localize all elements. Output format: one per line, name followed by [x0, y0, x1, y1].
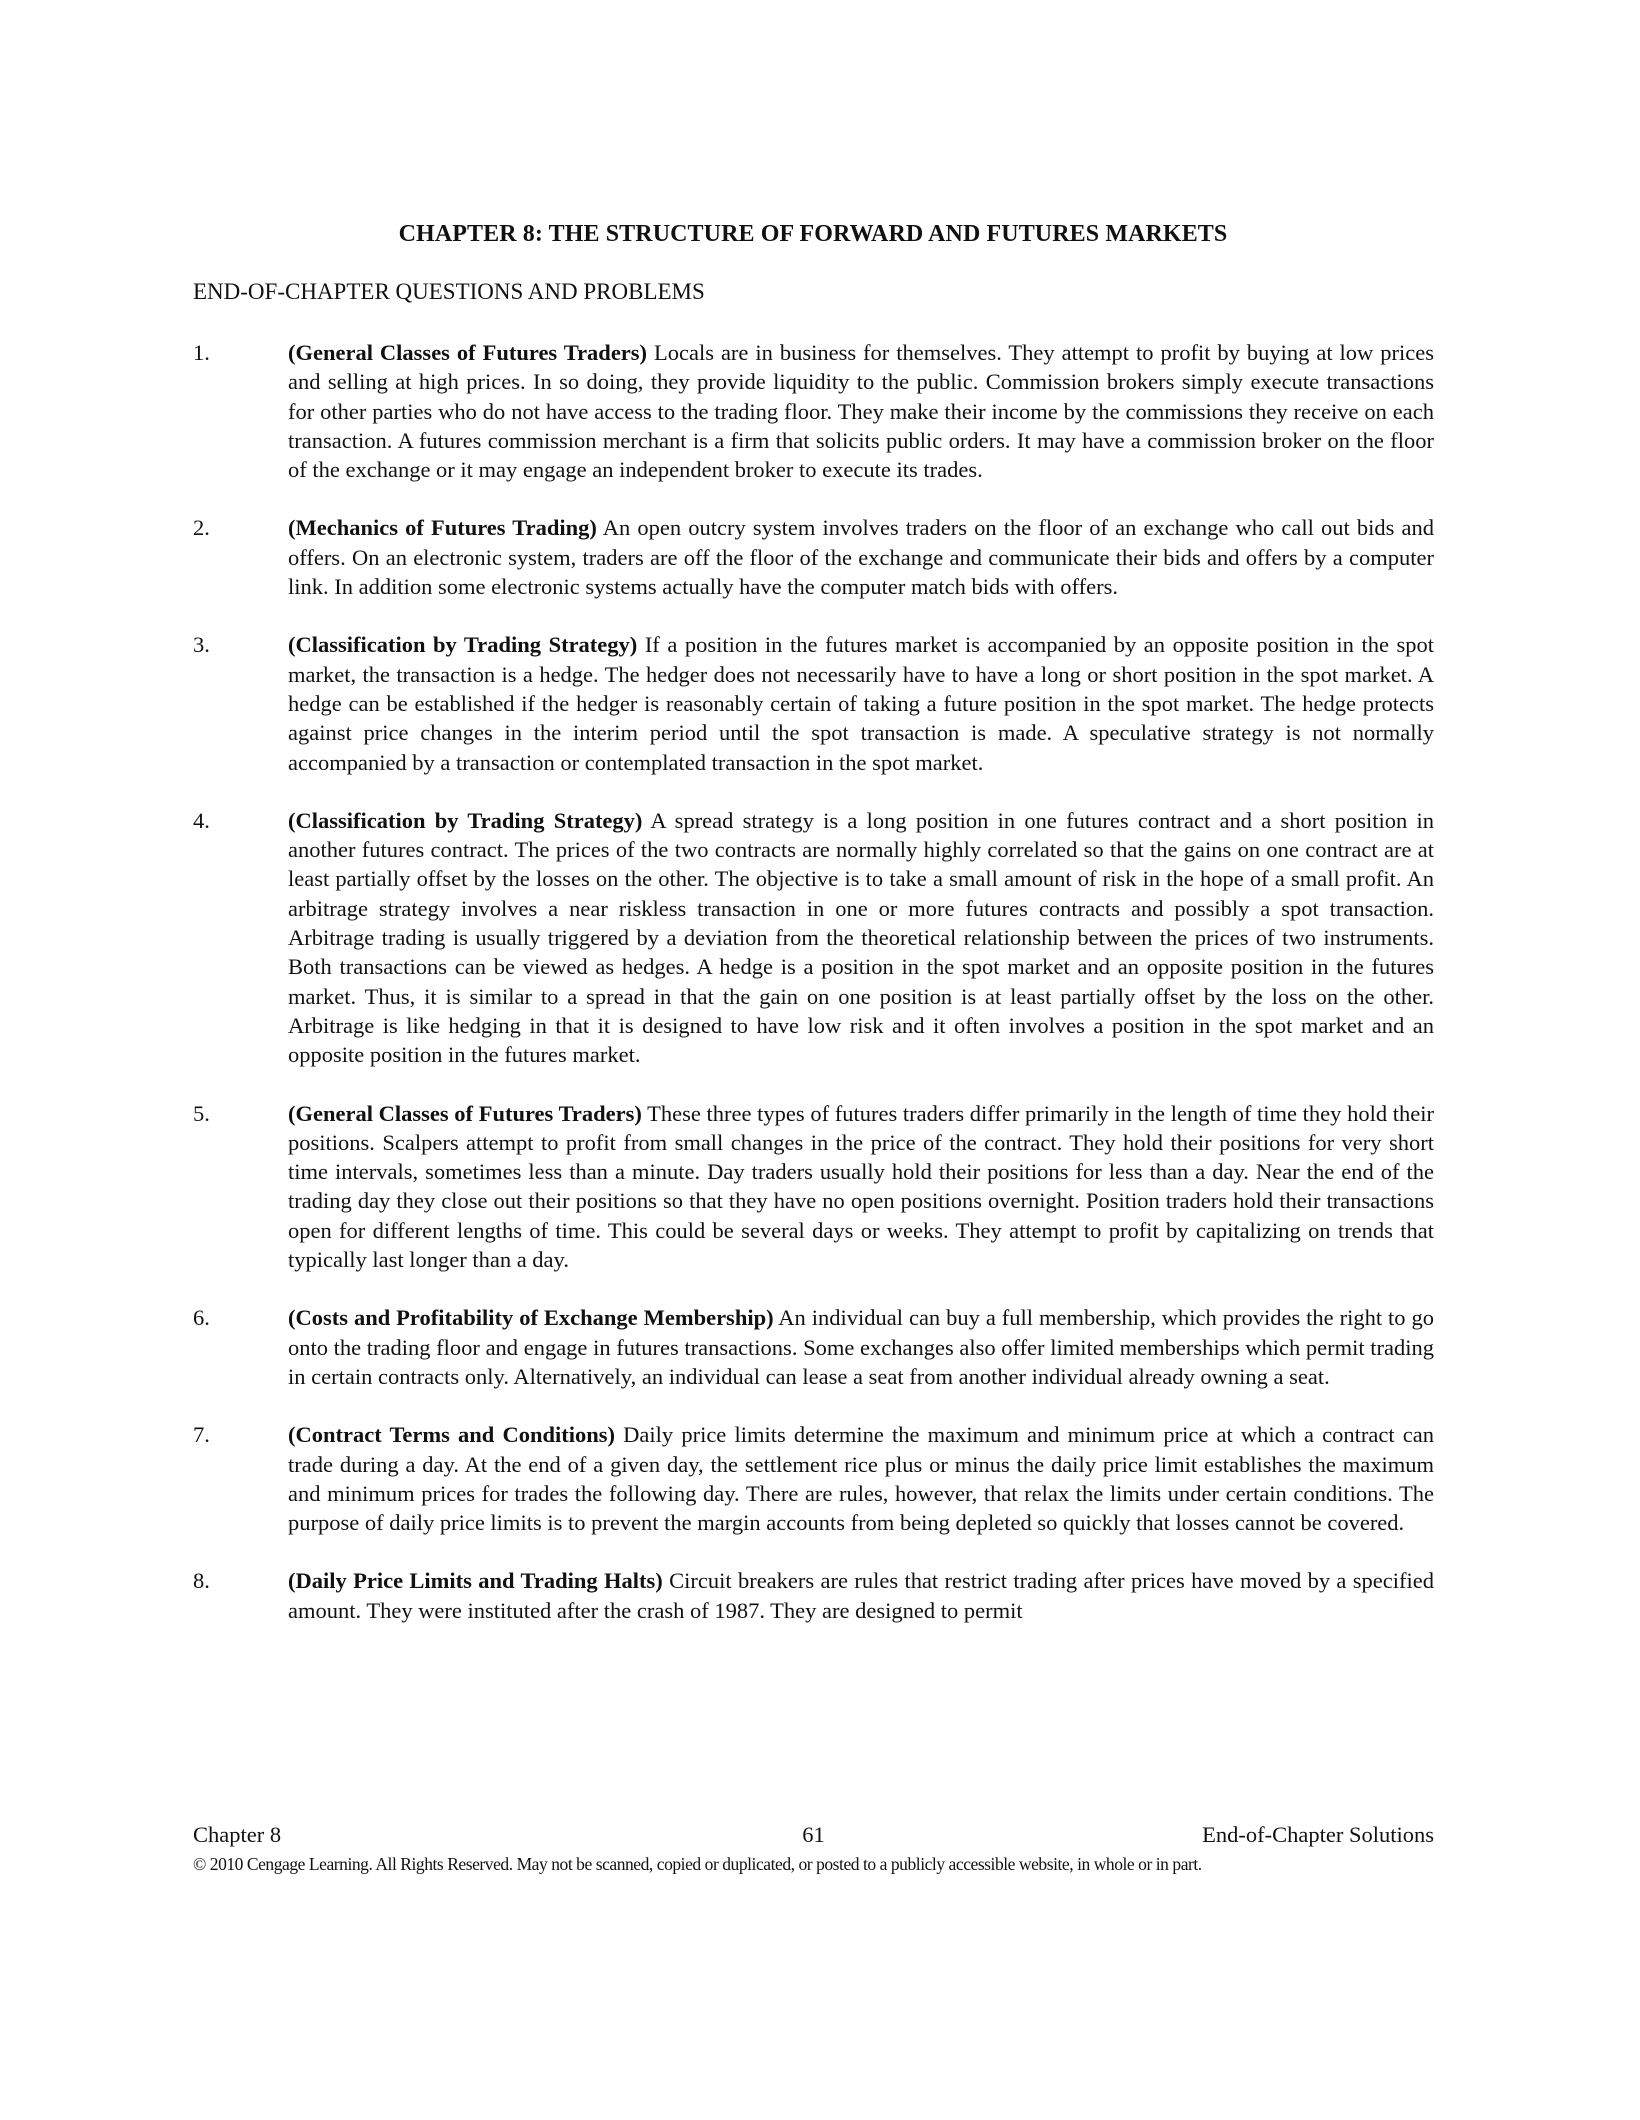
- section-heading: END-OF-CHAPTER QUESTIONS AND PROBLEMS: [193, 279, 705, 304]
- question-text: Circuit breakers are rules that restrict trading after prices have moved by a specified amount. They were instituted after the crash of 1987. They are designed to permit: [288, 1568, 1434, 1623]
- question-answer: [288, 806, 1434, 1070]
- question-number: 6.: [193, 1305, 210, 1331]
- question-item: [193, 806, 1434, 1070]
- question-text: Locals are in business for themselves. They attempt to profit by buying at low prices and selling at high prices. In so doing, they provide liquidity to the public. Commission brokers simply execute transactions for other parties who do not have access to the trading floor. They make their income by the commissions they receive on each transaction. A futures commission merchant is a firm that solicits public orders. It may have a commission broker on the floor of the exchange or it may engage an independent broker to execute its trades.: [288, 340, 1434, 483]
- question-number: 3.: [193, 632, 210, 658]
- question-item: [193, 513, 1434, 601]
- question-number: 1.: [193, 340, 210, 365]
- question-topic: (Mechanics of Futures Trading): [288, 515, 597, 541]
- question-number: 7.: [193, 1422, 210, 1448]
- page-footer: [193, 1822, 1434, 1854]
- question-answer: [288, 1420, 1434, 1537]
- question-answer: [288, 1099, 1434, 1275]
- question-topic: (Contract Terms and Conditions): [288, 1422, 616, 1448]
- question-answer: [288, 1303, 1434, 1391]
- question-text: Daily price limits determine the maximum and minimum price at which a contract can trade during a day. At the end of a given day, the settlement rice plus or minus the daily price limit establishes the maximum and minimum prices for trades the following day. There are rules, however, that relax the limits under certain conditions. The purpose of daily price limits is to prevent the margin accounts from being depleted so quickly that losses cannot be covered.: [288, 1422, 1434, 1536]
- question-topic: (Classification by Trading Strategy): [288, 807, 643, 833]
- question-answer: [288, 1566, 1434, 1625]
- page-number: 61: [802, 1822, 825, 1847]
- question-text: If a position in the futures market is accompanied by an opposite position in the spot market, the transaction is a hedge. The hedger does not necessarily have to have a long or short position in the spot market. A hedge can be established if the hedger is reasonably certain of taking a future position in the spot market. The hedge protects against price changes in the interim period until the spot transaction is made. A speculative strategy is not normally accompanied by a transaction or contemplated transaction in the spot market.: [288, 632, 1434, 775]
- question-text: An individual can buy a full membership, which provides the right to go onto the trading floor and engage in futures transactions. Some exchanges also offer limited memberships which permit trading in certain contracts only. Alternatively, an individual can lease a seat from another individual already owning a seat.: [288, 1305, 1434, 1389]
- question-item: [193, 1099, 1434, 1275]
- question-topic: (General Classes of Futures Traders): [288, 340, 648, 365]
- question-answer: [288, 630, 1434, 776]
- question-number: 8.: [193, 1568, 210, 1594]
- question-answer: [288, 513, 1434, 601]
- question-topic: (General Classes of Futures Traders): [288, 1100, 642, 1126]
- question-number: 2.: [193, 515, 210, 541]
- footer-section: End-of-Chapter Solutions: [1202, 1822, 1434, 1847]
- question-topic: (Classification by Trading Strategy): [288, 632, 638, 658]
- footer-chapter: Chapter 8: [193, 1822, 282, 1847]
- question-topic: (Daily Price Limits and Trading Halts): [288, 1568, 663, 1594]
- question-list: [193, 338, 1434, 1654]
- question-item: [193, 630, 1434, 776]
- question-number: 5.: [193, 1100, 210, 1126]
- question-item: [193, 338, 1434, 484]
- question-text: These three types of futures traders differ primarily in the length of time they hold their positions. Scalpers attempt to profit from small changes in the price of the contract. They hold their positions for very short time intervals, sometimes less than a minute. Day traders usually hold their positions for less than a day. Near the end of the trading day they close out their positions so that they have no open positions overnight. Position traders hold their transactions open for different lengths of time. This could be several days or weeks. They attempt to profit by capitalizing on trends that typically last longer than a day.: [288, 1100, 1434, 1273]
- question-text: A spread strategy is a long position in one futures contract and a short position in another futures contract. The prices of the two contracts are normally highly correlated so that the gains on one contract are at least partially offset by the losses on the other. The objective is to take a small amount of risk in the hope of a small profit. An arbitrage strategy involves a near riskless transaction in one or more futures contracts and possibly a spot transaction. Arbitrage trading is usually triggered by a deviation from the theoretical relationship between the prices of two instruments. Both transactions can be viewed as hedges. A hedge is a position in the spot market and an opposite position in the futures market. Thus, it is similar to a spread in that the gain on one position is at least partially offset by the loss on the other. Arbitrage is like hedging in that it is designed to have low risk and it often involves a position in the spot market and an opposite position in the futures market.: [288, 807, 1435, 1068]
- question-item: [193, 1420, 1434, 1537]
- copyright-notice: © 2010 Cengage Learning. All Rights Reserved. May not be scanned, copied or duplicated, or posted to a publicly accessible website, in whole or in part.: [193, 1854, 1202, 1874]
- question-number: 4.: [193, 807, 210, 833]
- page-title: CHAPTER 8: THE STRUCTURE OF FORWARD AND FUTURES MARKETS: [398, 221, 1228, 247]
- question-answer: [288, 338, 1434, 484]
- question-topic: (Costs and Profitability of Exchange Membership): [288, 1305, 774, 1331]
- question-item: [193, 1566, 1434, 1625]
- question-text: An open outcry system involves traders on the floor of an exchange who call out bids and offers. On an electronic system, traders are off the floor of the exchange and communicate their bids and offers by a computer link. In addition some electronic systems actually have the computer match bids with offers.: [288, 515, 1434, 600]
- question-item: [193, 1303, 1434, 1391]
